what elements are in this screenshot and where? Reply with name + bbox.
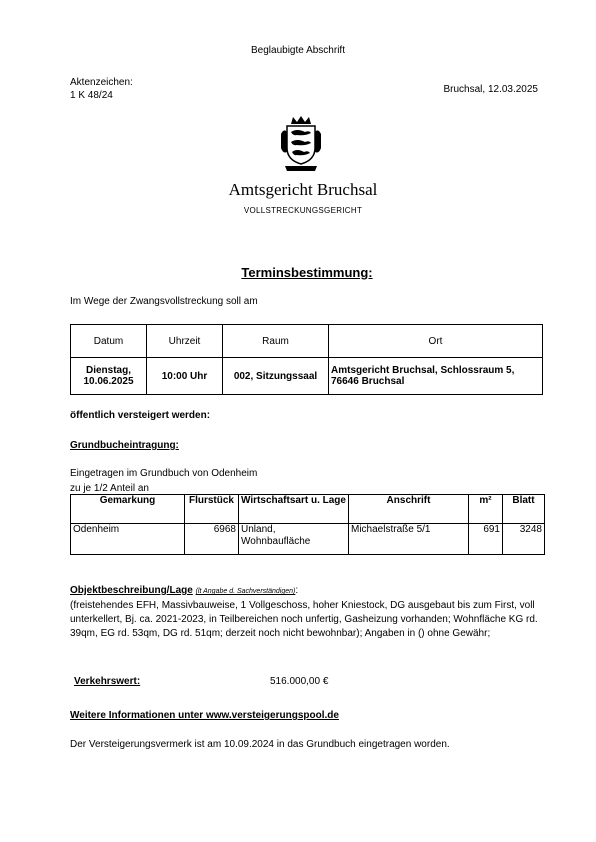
cell-wirtschaftsart: Unland, Wohnbaufläche xyxy=(239,524,349,555)
cell-ort: Amtsgericht Bruchsal, Schlossraum 5, 76646 Bruchsal xyxy=(329,358,543,395)
header-m2: m² xyxy=(469,495,503,524)
cell-raum: 002, Sitzungssaal xyxy=(223,358,329,395)
cell-uhrzeit: 10:00 Uhr xyxy=(147,358,223,395)
file-number-value: 1 K 48/24 xyxy=(70,90,113,101)
appointment-header-row xyxy=(71,325,543,358)
file-number-label: Aktenzeichen: xyxy=(70,77,133,88)
auction-text: öffentlich versteigert werden: xyxy=(70,410,211,421)
cell-blatt: 3248 xyxy=(503,524,545,555)
object-description-heading xyxy=(70,585,298,596)
market-value-amount: 516.000,00 € xyxy=(270,676,329,687)
cell-datum: Dienstag, 10.06.2025 xyxy=(71,358,147,395)
land-register-header-row xyxy=(71,495,545,524)
land-register-line-1: Eingetragen im Grundbuch von Odenheim xyxy=(70,468,258,479)
document-title: Terminsbestimmung: xyxy=(241,265,373,280)
cell-flurstueck: 6968 xyxy=(185,524,239,555)
header-ort: Ort xyxy=(329,325,543,358)
header-anschrift: Anschrift xyxy=(349,495,469,524)
land-register-heading: Grundbucheintragung: xyxy=(70,440,179,451)
cell-m2: 691 xyxy=(469,524,503,555)
object-heading-suffix: : xyxy=(295,585,299,596)
intro-text: Im Wege der Zwangsvollstreckung soll am xyxy=(70,296,258,307)
register-remark: Der Versteigerungsvermerk ist am 10.09.2024 in das Grundbuch eingetragen worden. xyxy=(70,739,450,750)
market-value-label: Verkehrswert: xyxy=(74,676,141,687)
header-raum: Raum xyxy=(223,325,329,358)
cell-gemarkung: Odenheim xyxy=(71,524,185,555)
header-datum: Datum xyxy=(71,325,147,358)
place-date: Bruchsal, 12.03.2025 xyxy=(443,84,538,95)
court-subtitle: VOLLSTRECKUNGSGERICHT xyxy=(243,206,363,215)
object-description-text: (freistehendes EFH, Massivbauweise, 1 Vollgeschoss, hoher Kniestock, DG ausgebaut bis zum First, voll unterkellert, Bj. ca. 2021-2023, in Teilbereichen noch unfertig, Gasheizung vorhanden; Wohnfläche KG rd. 39qm, EG rd. 53qm, DG rd. 51qm; derzeit noch nicht bewohnbar); Angaben in () ohne Gewähr; xyxy=(70,600,538,639)
header-wirtschaftsart: Wirtschaftsart u. Lage xyxy=(239,495,349,524)
header-flurstueck: Flurstück xyxy=(185,495,239,524)
object-heading-note: (lt Angabe d. Sachverständigen) xyxy=(195,588,296,595)
cell-anschrift: Michaelstraße 5/1 xyxy=(349,524,469,555)
appointment-table xyxy=(70,324,543,395)
header-uhrzeit: Uhrzeit xyxy=(147,325,223,358)
more-info-link-text: Weitere Informationen unter www.versteigerungspool.de xyxy=(70,710,339,721)
land-register-table xyxy=(70,494,545,555)
appointment-data-row xyxy=(71,358,543,395)
object-heading-label: Objektbeschreibung/Lage xyxy=(70,585,193,596)
land-register-data-row xyxy=(71,524,545,555)
land-register-line-2: zu je 1/2 Anteil an xyxy=(70,483,149,494)
court-name: Amtsgericht Bruchsal xyxy=(228,180,378,199)
header-blatt: Blatt xyxy=(503,495,545,524)
header-gemarkung: Gemarkung xyxy=(71,495,185,524)
document-header-title: Beglaubigte Abschrift xyxy=(251,45,345,56)
coat-of-arms-icon xyxy=(279,114,323,174)
